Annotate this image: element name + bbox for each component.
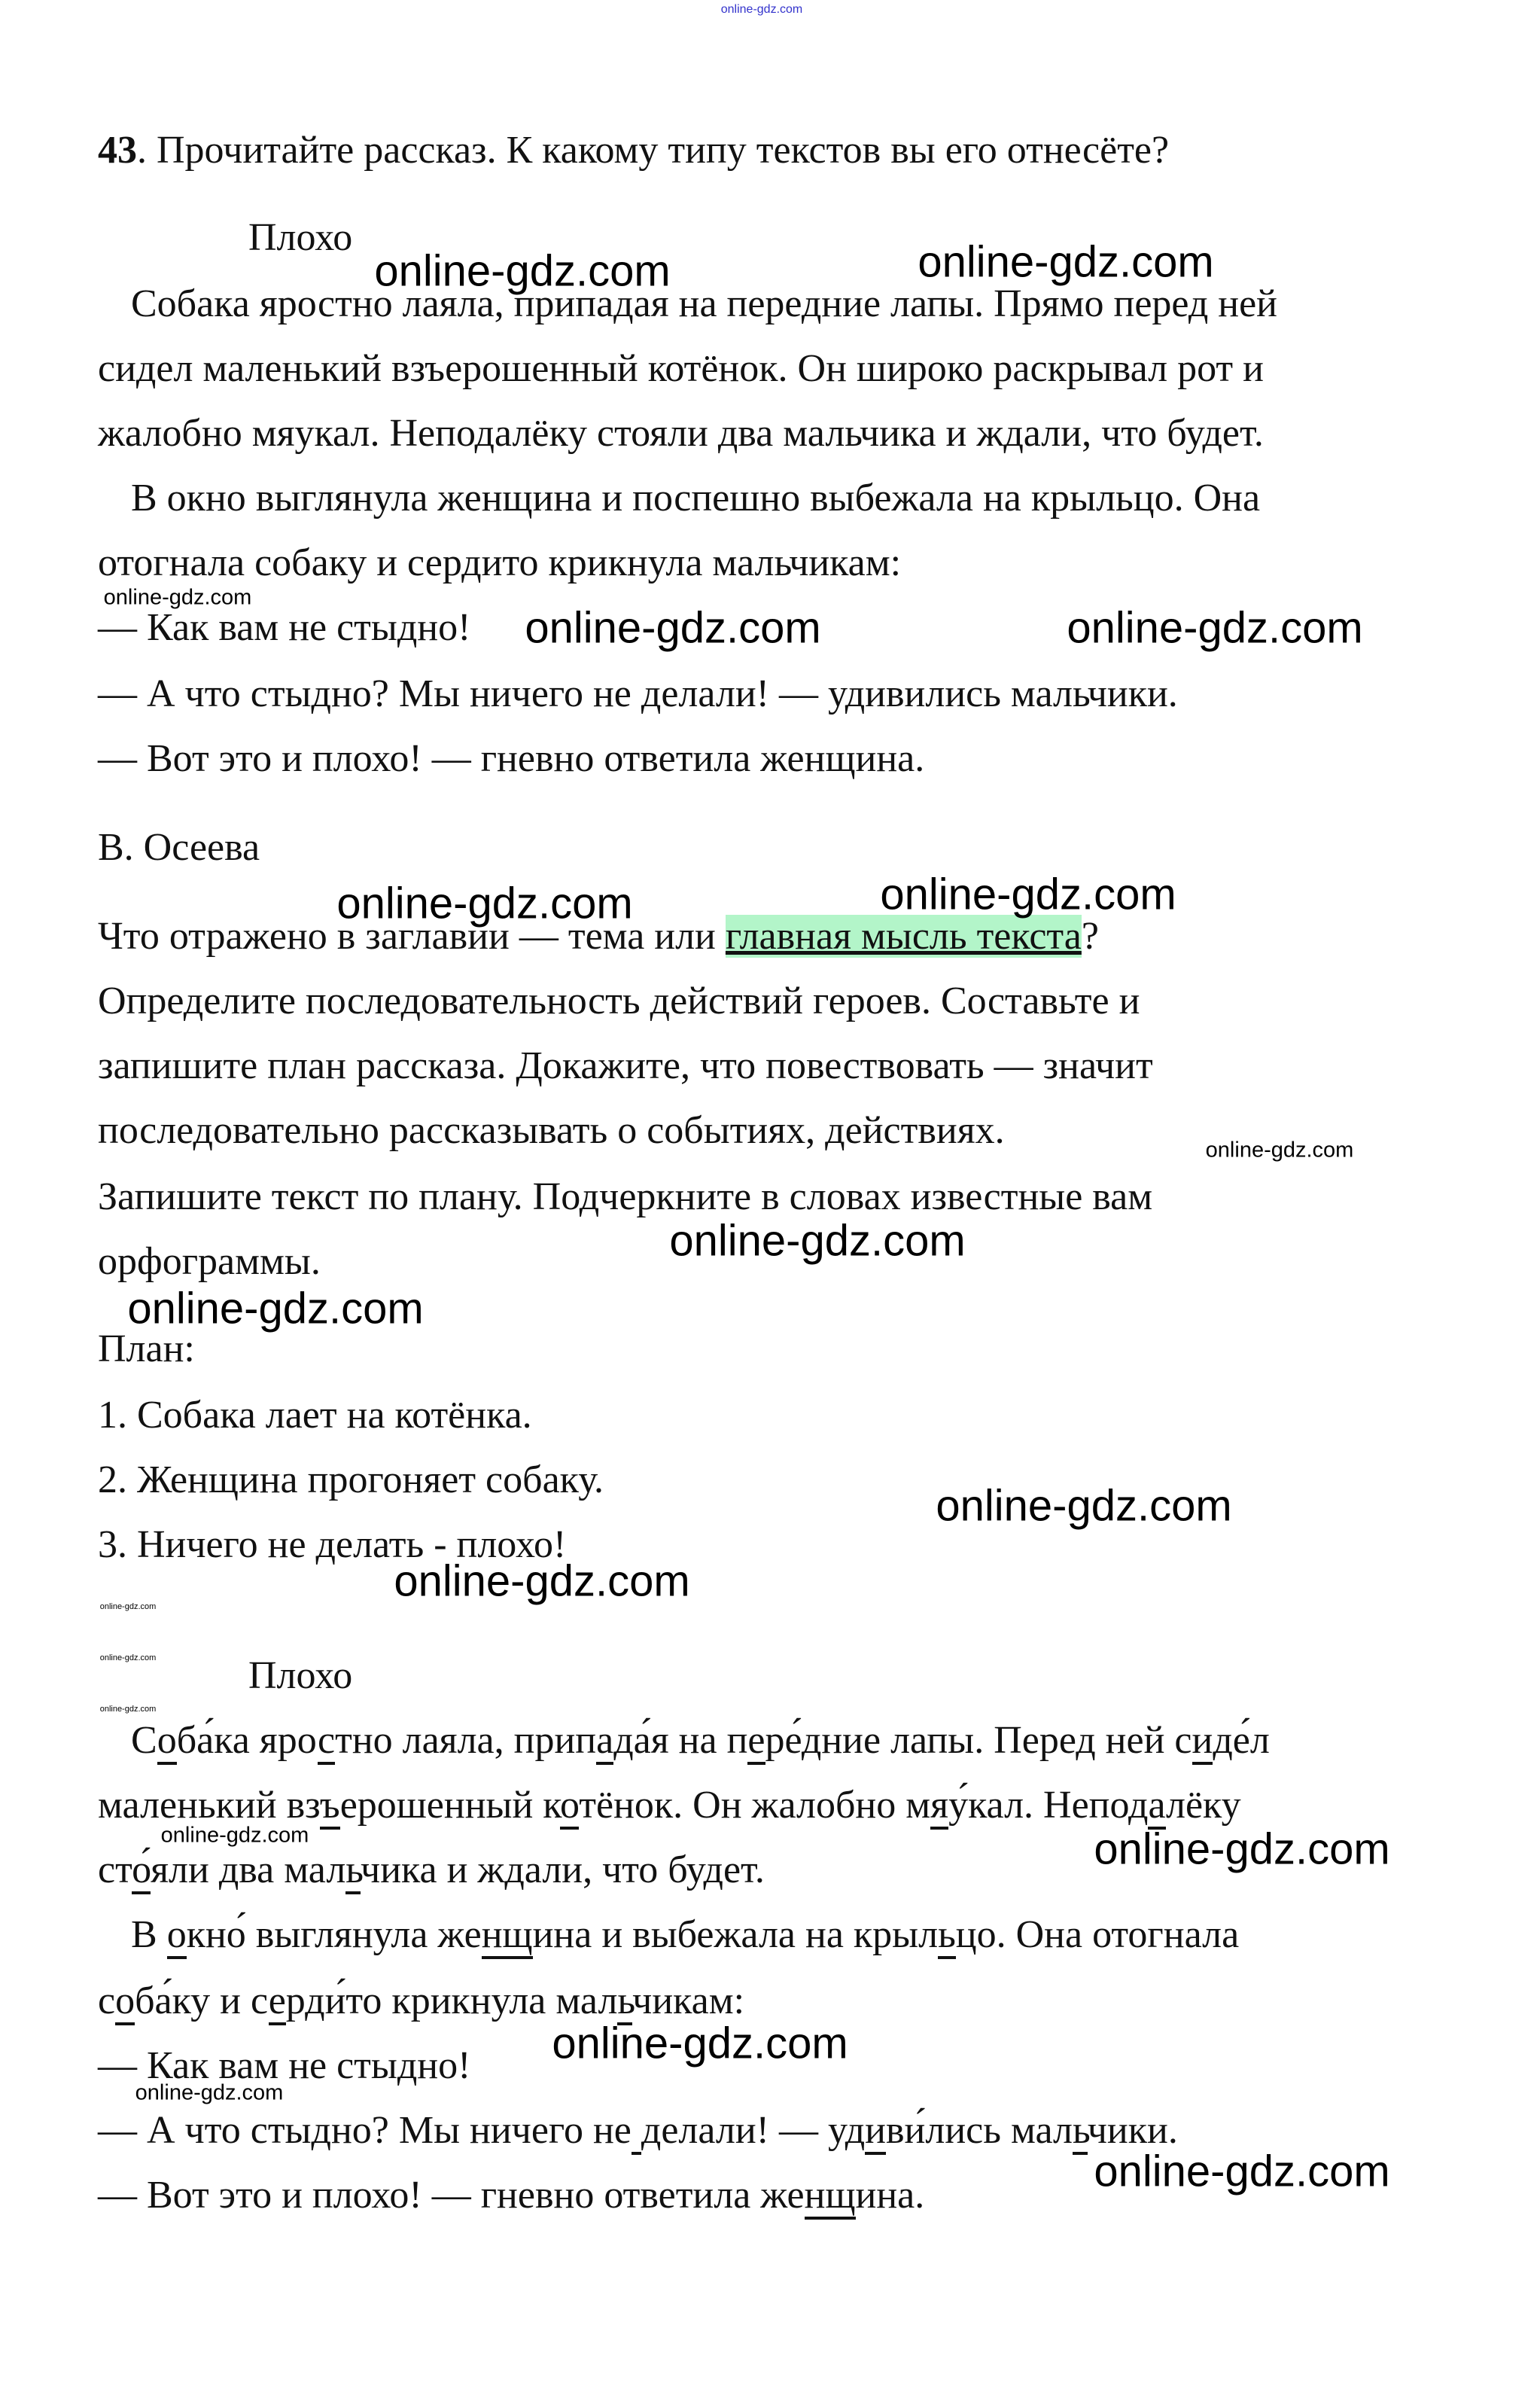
answer-text: да́я на п (613, 1719, 748, 1762)
answer-text: В (131, 1913, 167, 1956)
underlined-orthogram (632, 2109, 641, 2155)
highlighted-phrase: главная мысль текста (725, 915, 1082, 958)
answer-text: кно́ выглянула же (186, 1913, 482, 1956)
answer-text: ина. (855, 2174, 925, 2217)
question-line: Определите последовательность действий героев. Составьте и (98, 980, 1140, 1022)
watermark: online-gdz.com (1094, 2147, 1390, 2196)
watermark: online-gdz.com (99, 1602, 157, 1611)
question-line: последовательно рассказывать о событиях, действиях. (98, 1109, 1005, 1152)
story-line: жалобно мяукал. Неподалёку стояли два мальчика и ждали, что будет. (98, 412, 1264, 455)
watermark: online-gdz.com (127, 1284, 424, 1333)
question-line: орфограммы. (98, 1240, 321, 1283)
watermark: online-gdz.com (99, 1653, 157, 1662)
answer-text: ре́дние лапы. Перед ней с (765, 1719, 1192, 1762)
story-line: — А что стыдно? Мы ничего не делали! — удивились мальчики. (98, 672, 1178, 715)
answer-line (131, 1912, 1239, 1958)
answer-text: С (131, 1719, 157, 1762)
watermark: online-gdz.com (880, 870, 1176, 919)
watermark: online-gdz.com (1067, 603, 1363, 653)
top-watermark: online-gdz.com (720, 3, 803, 16)
story-line: — Как вам не стыдно! (98, 606, 471, 649)
underlined-orthogram: о (167, 1913, 187, 1959)
underlined-orthogram: и (865, 2109, 886, 2155)
story-line: сидел маленький взъерошенный котёнок. Он широко раскрывал рот и (98, 347, 1264, 390)
answer-text: де́л (1213, 1719, 1270, 1762)
answer-text: чики. (1087, 2109, 1178, 2152)
underlined-orthogram: ь (617, 1979, 632, 2025)
watermark: online-gdz.com (99, 1705, 157, 1714)
answer-text: рди́то крикнула мал (285, 1979, 618, 2022)
watermark: online-gdz.com (394, 1556, 690, 1606)
plan-item: 1. Собака лает на котёнка. (98, 1394, 532, 1437)
watermark: online-gdz.com (336, 879, 633, 928)
answer-line (98, 1979, 744, 2024)
question-line: запишите план рассказа. Докажите, что повествовать — значит (98, 1044, 1153, 1087)
watermark: online-gdz.com (918, 237, 1214, 287)
underlined-orthogram: о (157, 1719, 177, 1765)
underlined-orthogram: нщ (805, 2174, 856, 2220)
task-heading (98, 128, 1169, 173)
answer-text: делали! — уд (641, 2109, 866, 2152)
answer-text: маленький вз (98, 1784, 320, 1827)
underlined-orthogram: е (269, 1979, 286, 2025)
answer-text: цо. Она отогнала (955, 1913, 1240, 1956)
underlined-orthogram: а (1148, 1784, 1166, 1830)
watermark: online-gdz.com (1205, 1138, 1354, 1163)
answer-text: ́яли два мал (151, 1848, 346, 1891)
answer-text: чика и ждали, что будет. (361, 1848, 765, 1891)
answer-text: с (98, 1979, 116, 2022)
answer-text: ина и выбежала на крыл (532, 1913, 939, 1956)
watermark: online-gdz.com (552, 2019, 848, 2068)
answer-text: у́кал. Непод (948, 1784, 1149, 1827)
watermark: online-gdz.com (160, 1823, 309, 1848)
answer-text: — А что стыдно? Мы ничего не (98, 2109, 632, 2152)
watermark: online-gdz.com (374, 246, 671, 296)
answer-line (98, 1848, 765, 1893)
story-author: В. Осеева (98, 826, 260, 869)
task-text: . Прочитайте рассказ. К какому типу текстов вы его отнесёте? (137, 129, 1170, 172)
answer-text: ерошенный к (339, 1784, 560, 1827)
story-line: В окно выглянула женщина и поспешно выбежала на крыльцо. Она (131, 477, 1261, 520)
plan-item: 3. Ничего не делать - плохо! (98, 1523, 567, 1566)
story-line: — Вот это и плохо! — гневно ответила женщина. (98, 737, 925, 780)
underlined-orthogram: нщ (482, 1913, 533, 1959)
answer-text: ба́ка яро (176, 1719, 318, 1762)
watermark: online-gdz.com (1094, 1824, 1390, 1874)
story-line: Собака яростно лаяла, припадая на передние лапы. Прямо перед ней (131, 282, 1278, 325)
watermark: online-gdz.com (103, 585, 252, 610)
underlined-orthogram: о (115, 1979, 135, 2025)
plan-item: 2. Женщина прогоняет собаку. (98, 1458, 604, 1501)
watermark: online-gdz.com (135, 2080, 284, 2105)
watermark: online-gdz.com (669, 1216, 966, 1266)
answer-text: тёнок. Он жалобно м (579, 1784, 931, 1827)
underlined-orthogram: ь (1073, 2109, 1088, 2155)
underlined-orthogram: я (930, 1784, 948, 1830)
answer-text: ст (98, 1848, 132, 1891)
answer-text: ви́лись мал (886, 2109, 1073, 2152)
underlined-orthogram: о (560, 1784, 579, 1830)
underlined-orthogram: и (1192, 1719, 1213, 1765)
underlined-orthogram: о (132, 1848, 151, 1894)
underlined-orthogram: ь (345, 1848, 361, 1894)
answer-line (98, 2108, 1178, 2153)
watermark: online-gdz.com (525, 603, 821, 653)
story-line: отогнала собаку и сердито крикнула мальчикам: (98, 541, 902, 584)
answer-line (98, 2173, 924, 2218)
watermark: online-gdz.com (936, 1481, 1232, 1531)
answer-text: — Вот это и плохо! — гневно ответила же (98, 2174, 805, 2217)
plan-label: План: (98, 1327, 195, 1370)
answer-text: — Как вам не стыдно! (98, 2044, 471, 2087)
underlined-orthogram: ь (938, 1913, 956, 1959)
answer-title: Плохо (248, 1654, 353, 1697)
answer-line (98, 1783, 1241, 1828)
answer-text: тно лаяла, прип (335, 1719, 597, 1762)
answer-text: ба́ку и с (135, 1979, 269, 2022)
answer-line (131, 1718, 1270, 1763)
underlined-orthogram: ъ (320, 1784, 340, 1830)
question-line: Запишите текст по плану. Подчеркните в словах известные вам (98, 1175, 1153, 1218)
underlined-orthogram: а (596, 1719, 613, 1765)
task-number: 43 (98, 129, 137, 172)
question-text: Что отражено в заглавии — тема или (98, 915, 726, 958)
answer-text: лёку (1166, 1784, 1241, 1827)
underlined-orthogram: е (747, 1719, 765, 1765)
story-title: Плохо (248, 216, 353, 259)
underlined-orthogram: с (318, 1719, 335, 1765)
answer-text: чикам: (632, 1979, 745, 2022)
question-mark: ? (1081, 915, 1099, 958)
